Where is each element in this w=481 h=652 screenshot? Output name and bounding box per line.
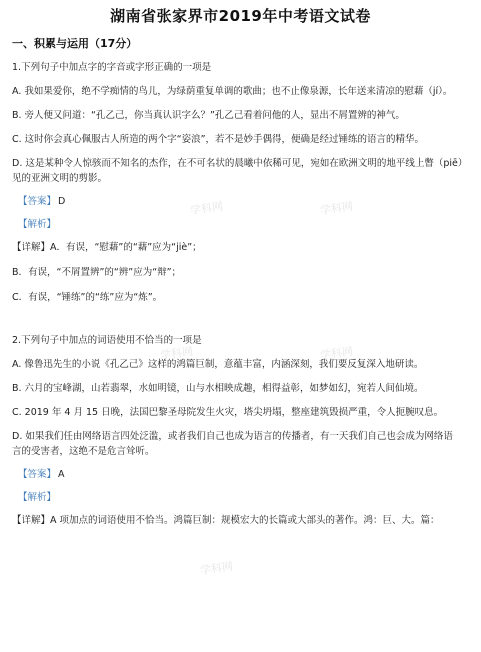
question-2-option-b: B. 六月的宝峰湖，山若翡翠，水如明镜，山与水相映成趣，相得益彰，如梦如幻，宛若人间仙境。 xyxy=(12,383,424,394)
question-2-option-d-line1: D. 如果我们任由网络语言四处泛滥，或者我们自己也成为语言的传播者，有一天我们自己也会成为网络语 xyxy=(12,431,453,442)
question-1-option-c: C. 这时你会真心佩服古人所造的两个字“姿浪”，若不是妙手偶得，便确是经过锤练的语言的精华。 xyxy=(12,134,425,145)
question-1-stem: 1.下列句子中加点字的字音或字形正确的一项是 xyxy=(12,62,212,73)
answer-value: D xyxy=(58,196,66,207)
question-1-detail-3: C．有误，“锤练”的“练”应为“炼”。 xyxy=(12,292,163,303)
question-2-answer xyxy=(18,467,469,482)
question-1-option-d xyxy=(12,156,469,186)
question-2-option-d-line2: 言的受害者，这绝不是危言耸听。 xyxy=(12,446,155,457)
watermark-text: 学科网 xyxy=(159,344,194,363)
watermark-text: 学科网 xyxy=(319,199,354,218)
question-1-option-d-line1: D. 这是某种令人惊骇而不知名的杰作，在不可名状的晨曦中依稀可见，宛如在欧洲文明的地平线上瞥（piē） xyxy=(12,158,468,169)
question-1-option-a: A. 我如果爱你，绝不学痴情的鸟儿，为绿荫重复单调的歌曲；也不止像泉源，长年送来清凉的慰藉（jí）。 xyxy=(12,86,453,97)
question-1-option-d-line2: 见的亚洲文明的剪影。 xyxy=(12,173,108,184)
question-1-answer xyxy=(18,194,469,209)
question-1-analysis-label: 【解析】 xyxy=(18,219,57,230)
answer-value: A xyxy=(58,469,65,480)
question-1-detail-1: 【详解】A．有误，“慰藉”的“藉”应为“jiè”； xyxy=(12,242,202,253)
answer-label: 【答案】 xyxy=(18,196,57,207)
question-2-stem: 2.下列句子中加点的词语使用不恰当的一项是 xyxy=(12,335,202,346)
question-2-option-c: C. 2019 年 4 月 15 日晚，法国巴黎圣母院发生火灾，塔尖坍塌，整座建筑毁损严重，令人扼腕叹息。 xyxy=(12,407,444,418)
watermark-text: 学科网 xyxy=(199,559,234,578)
question-1-option-b: B. 旁人便又问道：“孔乙己，你当真认识字么？”孔乙己看着问他的人，显出不屑置辨的神气。 xyxy=(12,110,405,121)
spacer xyxy=(12,315,469,333)
question-2-option-a: A. 像鲁迅先生的小说《孔乙己》这样的鸿篇巨制，意蕴丰富，内涵深刻，我们要反复深入地研读。 xyxy=(12,359,424,370)
answer-label: 【答案】 xyxy=(18,469,57,480)
question-2-detail-1: 【详解】A 项加点的词语使用不恰当。鸿篇巨制：规模宏大的长篇或大部头的著作。鸿：巨、大。篇： xyxy=(12,515,440,526)
question-2-analysis-label: 【解析】 xyxy=(18,492,57,503)
question-1-detail-2: B．有误，“不屑置辨”的“辨”应为“辩”； xyxy=(12,267,182,278)
question-2-option-d xyxy=(12,429,469,459)
watermark-text: 学科网 xyxy=(319,344,354,363)
section-title: 一、积累与运用（17分） xyxy=(12,37,138,50)
watermark-text: 学科网 xyxy=(189,199,224,218)
document-title: 湖南省张家界市2019年中考语文试卷 xyxy=(110,7,371,25)
